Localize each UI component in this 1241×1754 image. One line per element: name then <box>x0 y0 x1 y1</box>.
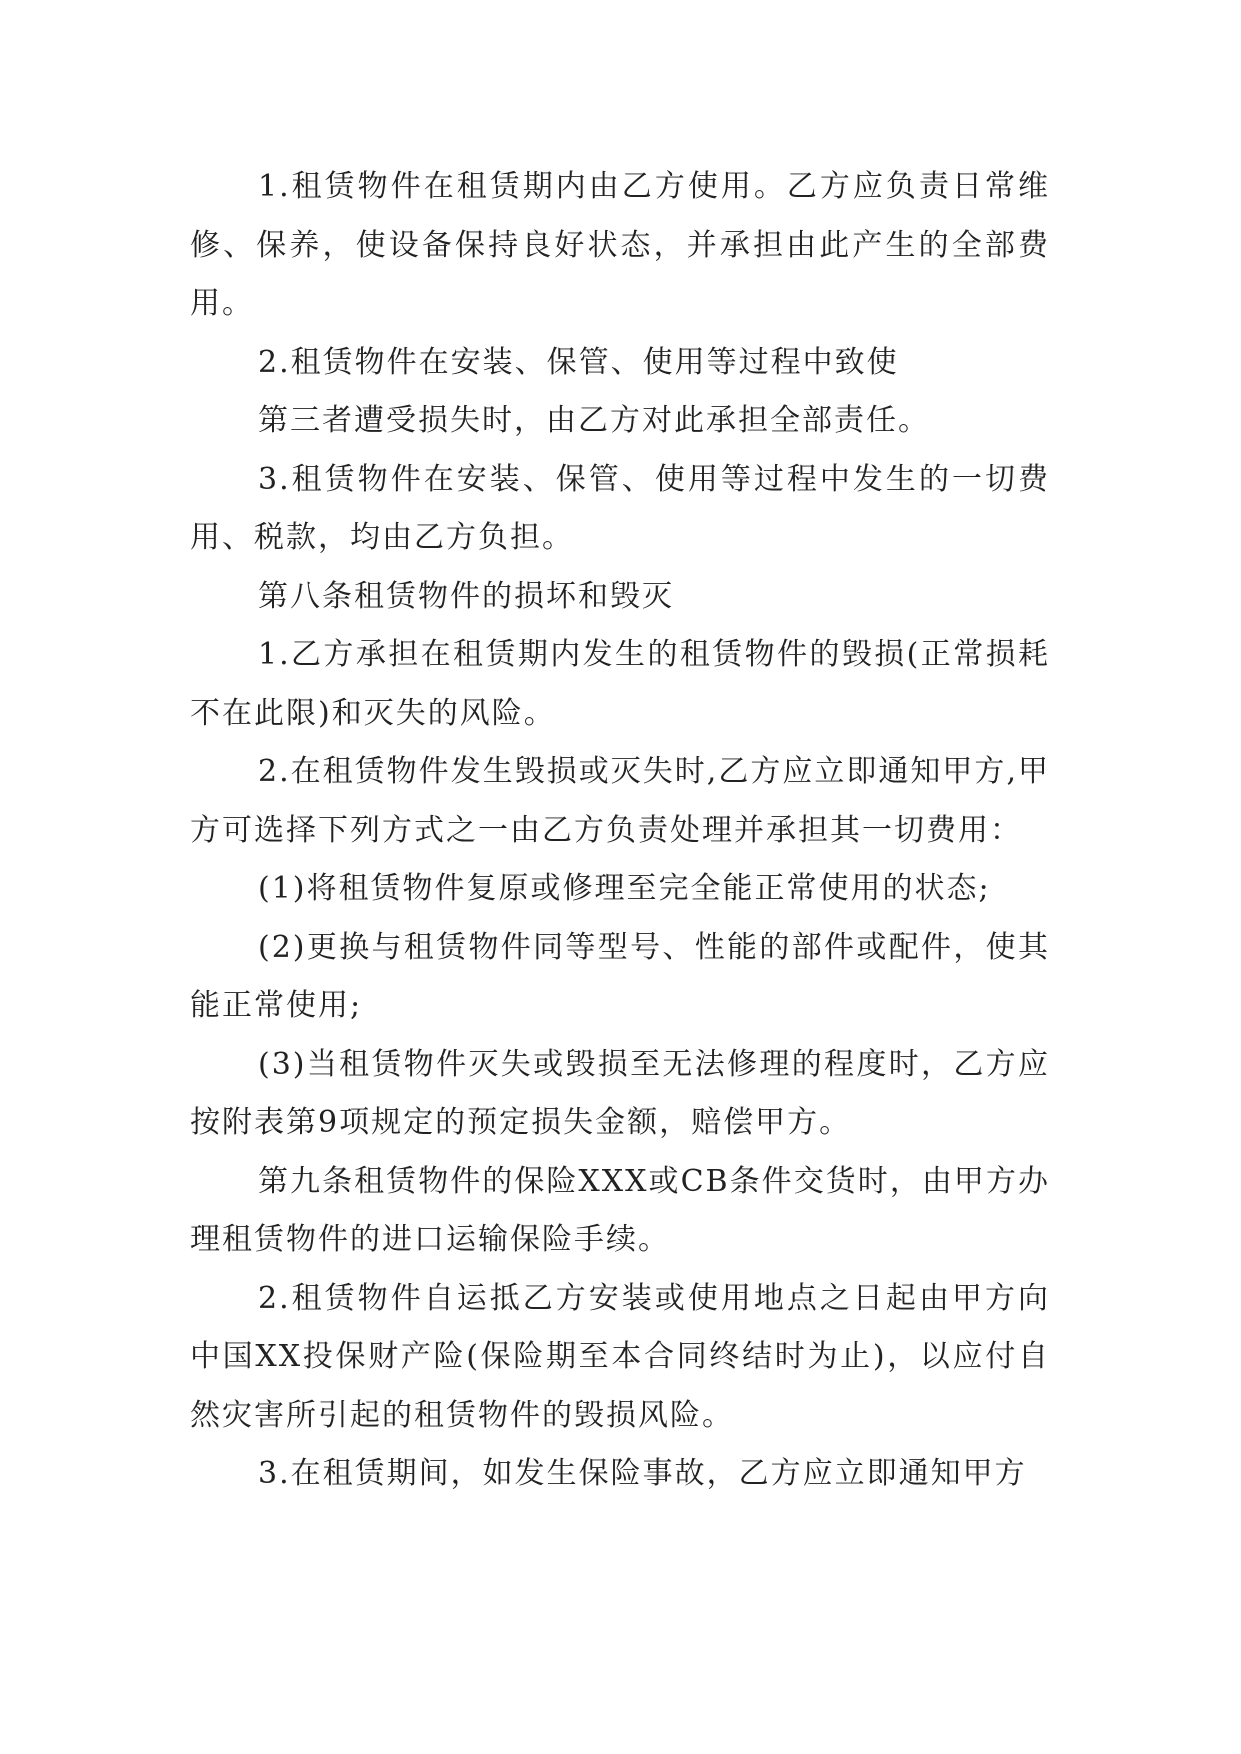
paragraph-maintenance: 1.租赁物件在租赁期内由乙方使用。乙方应负责日常维修、保养，使设备保持良好状态，并承担由此产生的全部费用。 <box>190 169 1050 321</box>
option-compensate: (3)当租赁物件灭失或毁损至无法修理的程度时，乙方应按附表第9项规定的预定损失金额，赔偿甲方。 <box>190 1046 1050 1140</box>
option-replace: (2)更换与租赁物件同等型号、性能的部件或配件，使其能正常使用; <box>190 929 1050 1023</box>
paragraph-loss-risk: 1.乙方承担在租赁期内发生的租赁物件的毁损(正常损耗不在此限)和灭失的风险。 <box>190 637 1050 731</box>
paragraph-property-insurance: 2.租赁物件自运抵乙方安装或使用地点之日起由甲方向中国XX投保财产险(保险期至本合同终结时为止)，以应付自然灾害所引起的租赁物件的毁损风险。 <box>190 1280 1050 1433</box>
option-restore: (1)将租赁物件复原或修理至完全能正常使用的状态; <box>258 871 991 906</box>
document-body <box>190 158 1050 1504</box>
paragraph-notify-lessor: 2.在租赁物件发生毁损或灭失时,乙方应立即通知甲方,甲方可选择下列方式之一由乙方负责处理并承担其一切费用： <box>190 754 1050 848</box>
paragraph-costs-taxes: 3.租赁物件在安装、保管、使用等过程中发生的一切费用、税款，均由乙方负担。 <box>190 461 1050 555</box>
paragraph-third-party-damage: 2.租赁物件在安装、保管、使用等过程中致使 <box>258 344 899 380</box>
article-nine-insurance: 第九条租赁物件的保险XXX或CB条件交货时，由甲方办理租赁物件的进口运输保险手续。 <box>190 1163 1050 1257</box>
paragraph-third-party-liability: 第三者遭受损失时，由乙方对此承担全部责任。 <box>258 403 930 438</box>
article-eight-heading: 第八条租赁物件的损坏和毁灭 <box>258 578 674 614</box>
paragraph-insurance-accident: 3.在租赁期间，如发生保险事故，乙方应立即通知甲方 <box>258 1456 1027 1491</box>
